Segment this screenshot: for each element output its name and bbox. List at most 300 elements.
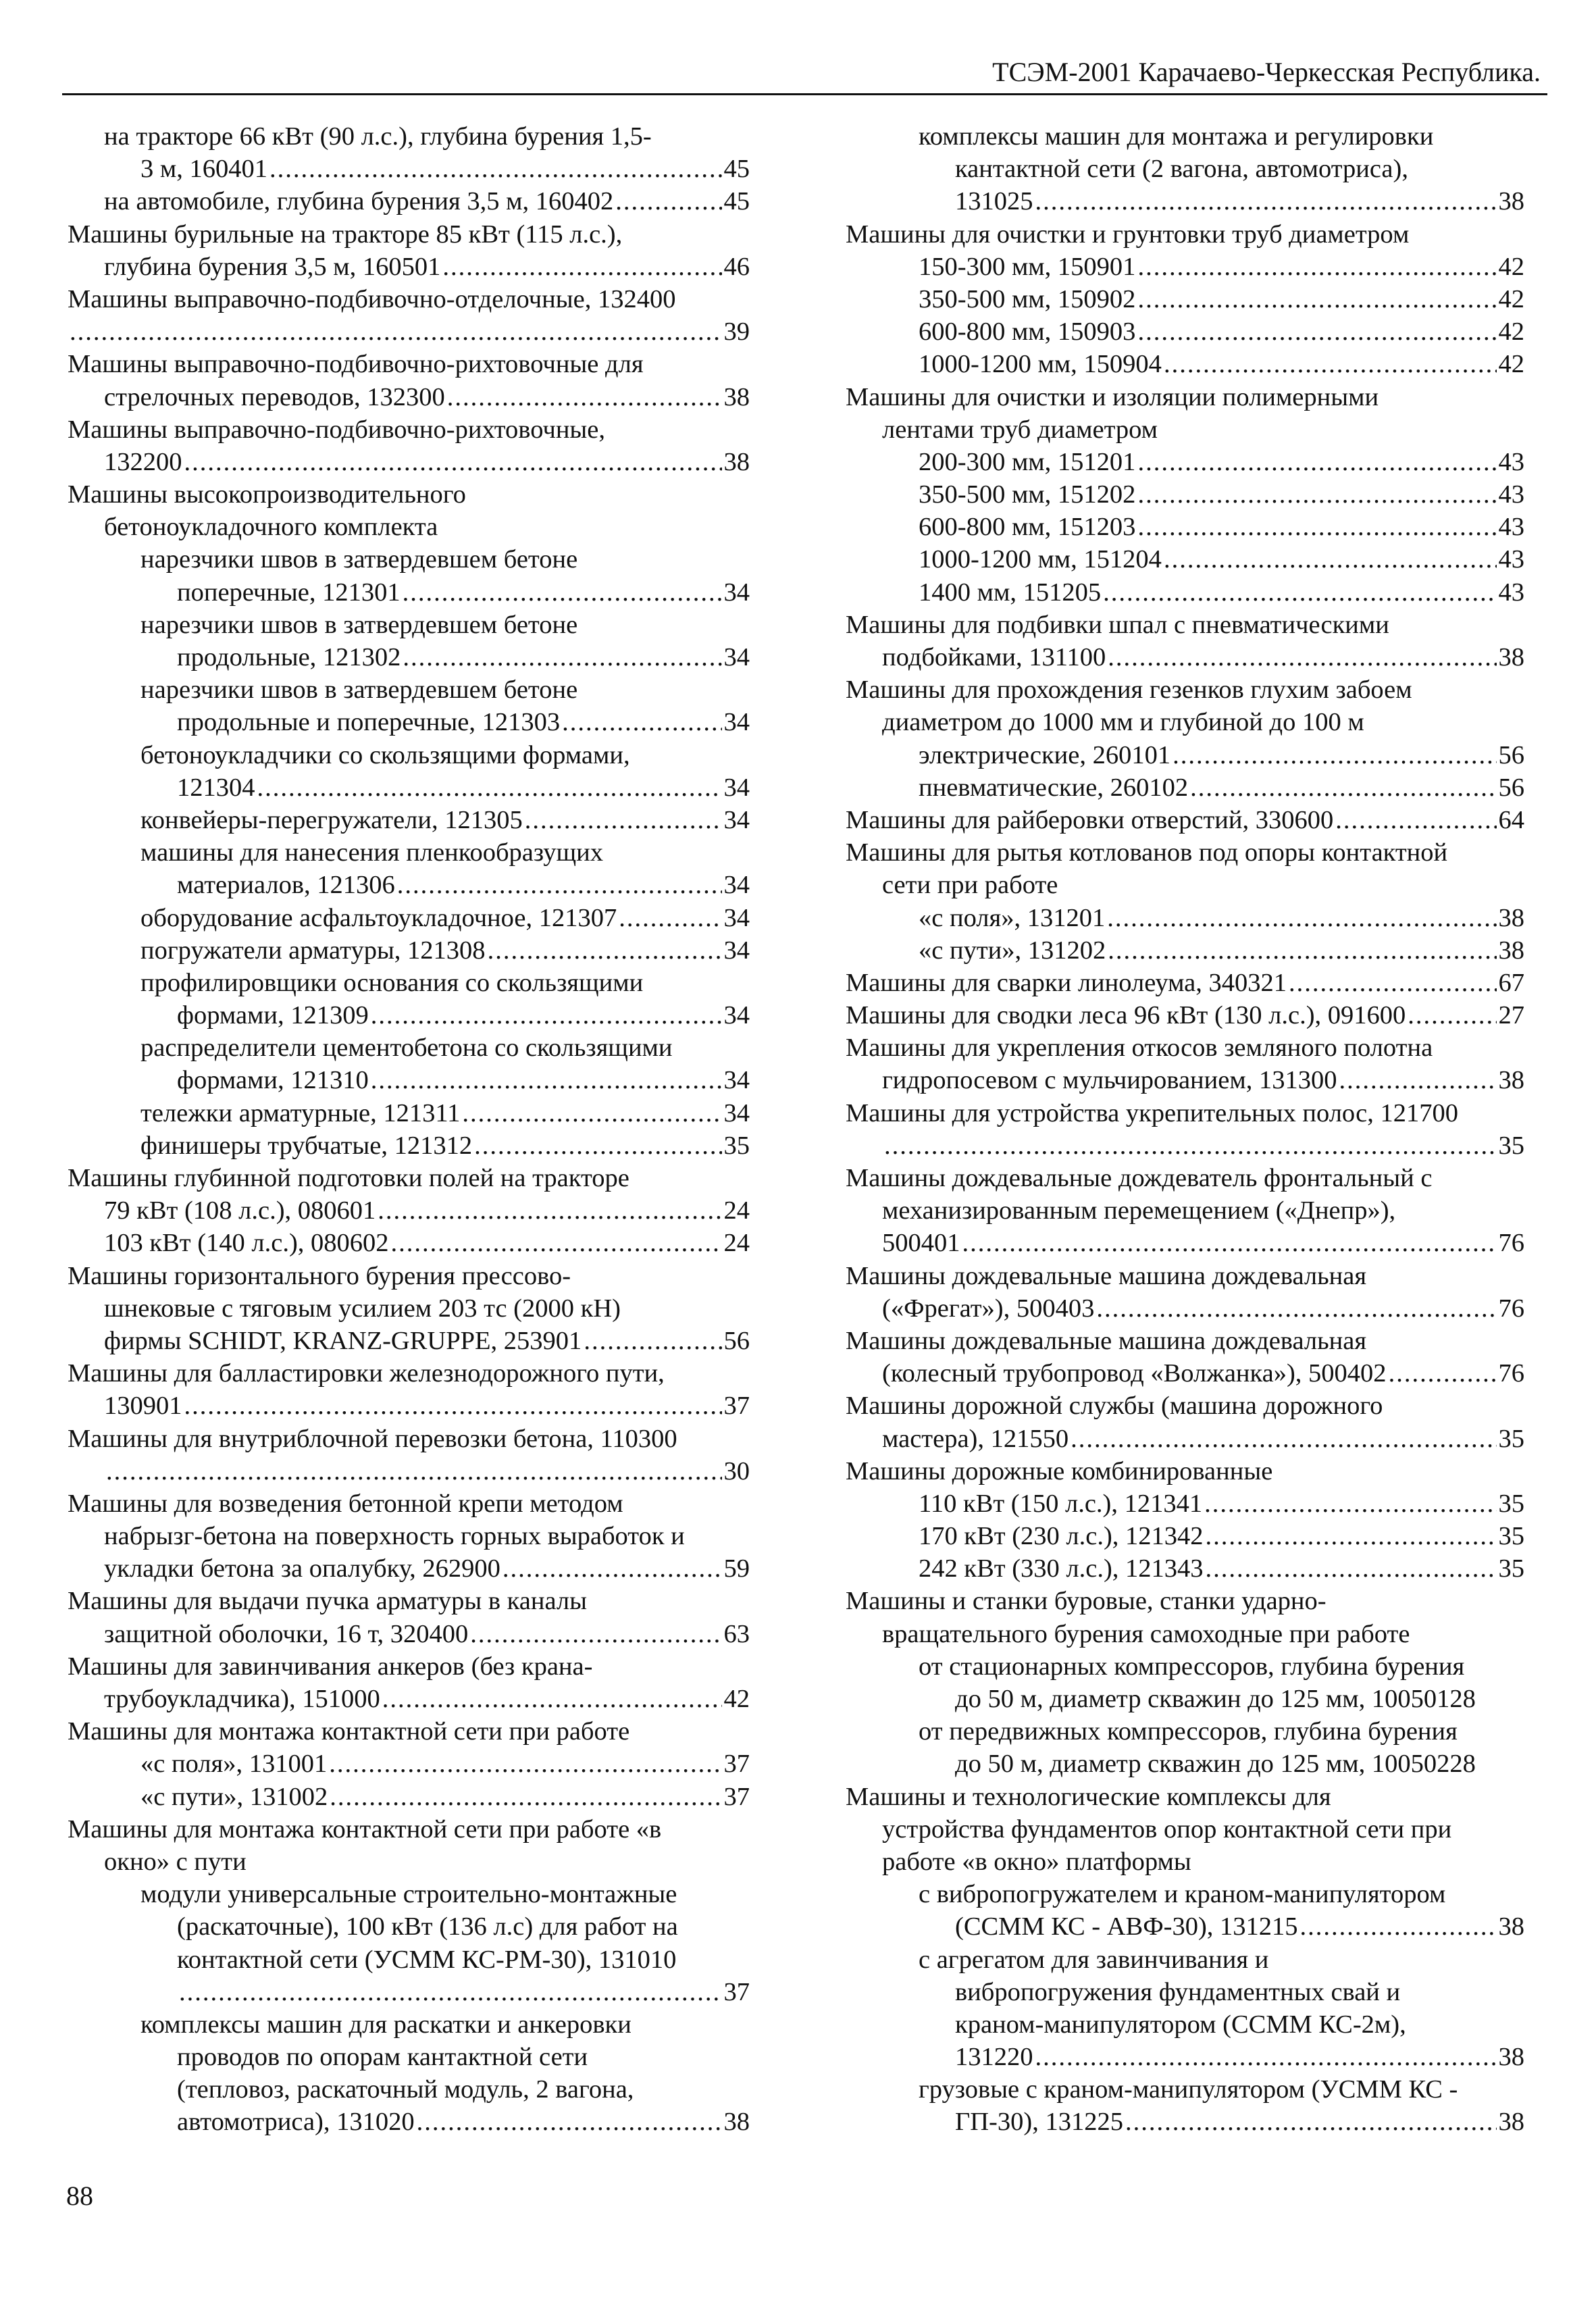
index-entry-line	[846, 1618, 1524, 1650]
entry-text: механизированным перемещением («Днепр»),	[882, 1196, 1396, 1225]
entry-text: нарезчики швов в затвердевшем бетоне	[140, 676, 578, 705]
entry-text: 150-300 мм, 150901	[919, 252, 1136, 281]
index-entry-line	[846, 1260, 1524, 1292]
dot-leader	[1137, 446, 1496, 478]
dot-leader	[1300, 1910, 1497, 1943]
index-entry-line	[68, 381, 750, 413]
entry-page-ref: 34	[723, 1066, 750, 1095]
index-entry-line	[846, 120, 1524, 153]
entry-text: работе «в окно» платформы	[882, 1847, 1191, 1876]
entry-text: финишеры трубчатые, 121312	[140, 1131, 473, 1160]
entry-text: окно» с пути	[104, 1847, 247, 1876]
entry-text: 121304	[177, 773, 255, 802]
entry-page-ref: 34	[723, 708, 750, 737]
entry-page-ref: 34	[723, 903, 750, 932]
entry-page-ref: 38	[1498, 1066, 1524, 1095]
dot-leader	[330, 1781, 721, 1813]
entry-text: формами, 121310	[177, 1066, 369, 1095]
entry-page-ref: 64	[1498, 805, 1524, 834]
entry-page-ref: 43	[1498, 578, 1524, 607]
entry-page-ref: 63	[723, 1619, 750, 1648]
dot-leader	[1137, 478, 1496, 511]
index-entry-line	[68, 1357, 750, 1390]
entry-text: вибропогружения фундаментных свай и	[955, 1977, 1401, 2006]
dot-leader	[525, 804, 722, 836]
index-entry-line	[68, 1552, 750, 1585]
entry-text: 350-500 мм, 151202	[919, 480, 1136, 509]
entry-text: поперечные, 121301	[177, 578, 401, 607]
entry-text: Машины и станки буровые, станки ударно-	[846, 1587, 1327, 1616]
index-entry-line	[68, 2041, 750, 2073]
entry-text: Машины высокопроизводительного	[68, 480, 466, 509]
dot-leader	[417, 2106, 722, 2138]
index-entry-line	[68, 478, 750, 511]
dot-leader	[106, 1455, 722, 1488]
index-entry-line	[68, 934, 750, 967]
entry-page-ref: 34	[723, 871, 750, 900]
entry-text: мастера), 121550	[882, 1424, 1069, 1453]
index-entry-line	[846, 413, 1524, 446]
entry-text: 130901	[104, 1392, 182, 1421]
dot-leader	[1096, 1292, 1496, 1325]
entry-page-ref: 34	[723, 578, 750, 607]
entry-page-ref: 43	[1498, 513, 1524, 542]
index-entry-line	[846, 1748, 1524, 1780]
entry-text: Машины для выдачи пучка арматуры в каналы	[68, 1587, 588, 1616]
index-entry-line	[846, 739, 1524, 771]
index-entry-line	[846, 251, 1524, 283]
entry-text: проводов по опорам кантактной сети	[177, 2043, 588, 2072]
entry-text: подбойками, 131100	[882, 643, 1106, 671]
entry-text: Машины выправочно-подбивочно-рихтовочные,	[68, 415, 606, 444]
page-number: 88	[66, 2181, 93, 2211]
index-entry-line	[68, 609, 750, 641]
entry-text: Машины дождевальные дождеватель фронтальный с	[846, 1164, 1433, 1192]
entry-text: от передвижных компрессоров, глубина бурения	[919, 1717, 1458, 1746]
entry-text: Машины дорожной службы (машина дорожного	[846, 1392, 1383, 1421]
index-entry-line	[846, 1976, 1524, 2008]
index-entry-line	[68, 706, 750, 738]
index-entry-line	[68, 348, 750, 380]
entry-page-ref: 34	[723, 1098, 750, 1127]
entry-text: Машины для прохождения гезенков глухим забоем	[846, 676, 1412, 705]
entry-text: (раскаточные), 100 кВт (136 л.с) для работ на	[177, 1912, 678, 1941]
index-entry-line	[68, 1683, 750, 1715]
entry-text: 132200	[104, 447, 182, 476]
entry-text: 131220	[955, 2043, 1033, 2072]
entry-page-ref: 34	[723, 643, 750, 671]
entry-text: 110 кВт (150 л.с.), 121341	[919, 1489, 1203, 1518]
dot-leader	[179, 1976, 722, 2008]
entry-text: до 50 м, диаметр скважин до 125 мм, 10050228	[955, 1750, 1476, 1779]
dot-leader	[1103, 576, 1496, 609]
index-entry-line	[846, 218, 1524, 251]
dot-leader	[1035, 2041, 1497, 2073]
entry-text: оборудование асфальтоукладочное, 121307	[140, 903, 617, 932]
entry-text: ГП-30), 131225	[955, 2108, 1123, 2137]
entry-text: профилировщики основания со скользящими	[140, 968, 644, 997]
index-entry-line	[846, 1552, 1524, 1585]
entry-text: грузовые с краном-манипулятором (УСММ КС -	[919, 2075, 1458, 2104]
entry-text: Машины глубинной подготовки полей на тракторе	[68, 1164, 629, 1192]
entry-text: диаметром до 1000 мм и глубиной до 100 м	[882, 708, 1364, 737]
index-entry-line	[68, 771, 750, 804]
entry-text: 600-800 мм, 151203	[919, 513, 1136, 542]
dot-leader	[1071, 1423, 1496, 1455]
index-entry-line	[68, 673, 750, 706]
dot-leader	[70, 315, 722, 348]
entry-page-ref: 42	[1498, 284, 1524, 313]
entry-page-ref: 34	[723, 936, 750, 965]
index-entry-line	[68, 1650, 750, 1683]
index-entry-line	[846, 1390, 1524, 1422]
index-entry-line	[846, 967, 1524, 999]
entry-text: Машины для рытья котлованов под опоры контактной	[846, 838, 1448, 867]
index-entry-line	[68, 1260, 750, 1292]
index-entry-line	[846, 2106, 1524, 2138]
entry-text: Машины дорожные комбинированные	[846, 1456, 1273, 1485]
index-entry-line	[68, 1423, 750, 1455]
dot-leader	[397, 869, 722, 901]
entry-page-ref: 24	[723, 1196, 750, 1225]
index-entry-line	[68, 1878, 750, 1910]
entry-text: защитной оболочки, 16 т, 320400	[104, 1619, 469, 1648]
entry-text: «с пути», 131002	[140, 1782, 328, 1811]
dot-leader	[615, 185, 721, 218]
index-entry-line	[68, 1781, 750, 1813]
entry-text: Машины и технологические комплексы для	[846, 1782, 1331, 1811]
index-entry-line	[846, 1520, 1524, 1552]
entry-page-ref: 38	[1498, 2108, 1524, 2137]
entry-page-ref: 38	[1498, 2043, 1524, 2072]
index-entry-line	[846, 381, 1524, 413]
dot-leader	[403, 576, 722, 609]
dot-leader	[562, 706, 721, 738]
entry-text: гидропосевом с мульчированием, 131300	[882, 1066, 1337, 1095]
entry-text: 500401	[882, 1229, 960, 1258]
entry-text: шнековые с тяговым усилием 203 тс (2000 кН)	[104, 1294, 621, 1323]
index-entry-line	[68, 1129, 750, 1162]
entry-text: Машины бурильные на тракторе 85 кВт (115 л.с.),	[68, 220, 623, 249]
entry-text: «с пути», 131202	[919, 936, 1106, 965]
entry-text: Машины выправочно-подбивочно-отделочные, 132400	[68, 284, 676, 313]
dot-leader	[382, 1683, 722, 1715]
entry-text: Машины горизонтального бурения прессово-	[68, 1261, 571, 1290]
dot-leader	[584, 1325, 721, 1357]
index-entry-line	[846, 1813, 1524, 1846]
entry-text: Машины для укрепления откосов земляного полотна	[846, 1034, 1433, 1063]
dot-leader	[1035, 185, 1497, 218]
index-entry-line	[68, 1227, 750, 1259]
entry-text: лентами труб диаметром	[882, 415, 1158, 444]
entry-text: «с поля», 131001	[140, 1750, 328, 1779]
entry-text: бетоноукладчики со скользящими формами,	[140, 740, 630, 769]
index-entry-line	[68, 739, 750, 771]
index-entry-line	[846, 1032, 1524, 1064]
index-entry-line	[68, 218, 750, 251]
index-entry-line	[68, 1943, 750, 1976]
entry-text: нарезчики швов в затвердевшем бетоне	[140, 545, 578, 574]
entry-page-ref: 30	[723, 1456, 750, 1485]
index-entry-line	[68, 836, 750, 869]
entry-text: набрызг-бетона на поверхность горных выработок и	[104, 1522, 685, 1551]
entry-text: укладки бетона за опалубку, 262900	[104, 1554, 500, 1583]
entry-text: модули универсальные строительно-монтажные	[140, 1880, 677, 1909]
entry-text: фирмы SCHIDT, KRANZ-GRUPPE, 253901	[104, 1326, 582, 1355]
entry-text: нарезчики швов в затвердевшем бетоне	[140, 610, 578, 639]
entry-text: 103 кВт (140 л.с.), 080602	[104, 1229, 389, 1258]
index-entry-line	[68, 869, 750, 901]
entry-page-ref: 76	[1498, 1294, 1524, 1323]
entry-text: 170 кВт (230 л.с.), 121342	[919, 1522, 1204, 1551]
entry-text: 600-800 мм, 150903	[919, 317, 1136, 347]
index-entry-line	[68, 120, 750, 153]
index-entry-line	[846, 1781, 1524, 1813]
dot-leader	[1137, 251, 1496, 283]
dot-leader	[1408, 999, 1496, 1032]
index-entry-line	[68, 1488, 750, 1520]
index-entry-line	[68, 967, 750, 999]
index-entry-line	[68, 2073, 750, 2106]
entry-text: устройства фундаментов опор контактной сети при	[882, 1814, 1452, 1844]
entry-page-ref: 34	[723, 773, 750, 802]
entry-page-ref: 56	[1498, 740, 1524, 769]
index-entry-line	[68, 1455, 750, 1488]
index-entry-line	[68, 1976, 750, 2008]
entry-text: пневматические, 260102	[919, 773, 1189, 802]
entry-text: 3 м, 160401	[140, 155, 267, 184]
entry-page-ref: 45	[723, 187, 750, 216]
entry-text: («Фрегат»), 500403	[882, 1294, 1095, 1323]
index-entry-line	[846, 543, 1524, 576]
dot-leader	[470, 1618, 721, 1650]
entry-text: контактной сети (УСММ КС-РМ-30), 131010	[177, 1945, 677, 1974]
index-entry-line	[846, 1292, 1524, 1325]
index-entry-line	[846, 1325, 1524, 1357]
entry-text: на автомобиле, глубина бурения 3,5 м, 160402	[104, 187, 614, 216]
entry-text: до 50 м, диаметр скважин до 125 мм, 10050128	[955, 1685, 1476, 1713]
index-entry-line	[846, 1455, 1524, 1488]
index-entry-line	[68, 1846, 750, 1878]
index-entry-line	[846, 2073, 1524, 2106]
entry-text: распределители цементобетона со скользящими	[140, 1034, 673, 1063]
index-entry-line	[68, 413, 750, 446]
index-entry-line	[68, 1292, 750, 1325]
entry-page-ref: 38	[1498, 936, 1524, 965]
index-entry-line	[846, 153, 1524, 185]
index-entry-line	[846, 1585, 1524, 1617]
entry-text: погружатели арматуры, 121308	[140, 936, 486, 965]
index-entry-line	[846, 1227, 1524, 1259]
index-entry-line	[846, 1846, 1524, 1878]
index-entry-line	[846, 902, 1524, 934]
entry-page-ref: 67	[1498, 968, 1524, 997]
entry-page-ref: 38	[1498, 643, 1524, 671]
entry-page-ref: 42	[1498, 350, 1524, 379]
entry-text: бетоноукладочного комплекта	[104, 513, 438, 542]
dot-leader	[184, 446, 722, 478]
index-entry-line	[846, 934, 1524, 967]
index-entry-line	[68, 2008, 750, 2041]
entry-text: Машины для завинчивания анкеров (без крана-	[68, 1652, 593, 1681]
index-entry-line	[68, 1032, 750, 1064]
index-entry-line	[68, 1390, 750, 1422]
entry-page-ref: 59	[723, 1554, 750, 1583]
dot-leader	[1108, 934, 1496, 967]
entry-page-ref: 46	[723, 252, 750, 281]
dot-leader	[503, 1552, 722, 1585]
dot-leader	[1289, 967, 1496, 999]
entry-page-ref: 43	[1498, 447, 1524, 476]
index-entry-line	[846, 1715, 1524, 1748]
entry-text: 1400 мм, 151205	[919, 578, 1102, 607]
index-entry-line	[846, 1650, 1524, 1683]
dot-leader	[329, 1748, 721, 1780]
entry-page-ref: 38	[723, 447, 750, 476]
index-entry-line	[68, 1618, 750, 1650]
entry-text: на тракторе 66 кВт (90 л.с.), глубина бурения 1,5-	[104, 122, 652, 151]
dot-leader	[1206, 1520, 1497, 1552]
entry-text: Машины для сводки леса 96 кВт (130 л.с.), 091600	[846, 1001, 1406, 1030]
entry-text: кантактной сети (2 вагона, автомотриса),	[955, 155, 1408, 184]
entry-text: 79 кВт (108 л.с.), 080601	[104, 1196, 376, 1225]
dot-leader	[391, 1227, 722, 1259]
entry-page-ref: 38	[723, 2108, 750, 2137]
running-header-title: ТСЭМ-2001 Карачаево-Черкесская Республика.	[992, 57, 1541, 87]
dot-leader	[1173, 739, 1496, 771]
dot-leader	[1204, 1488, 1496, 1520]
entry-text: стрелочных переводов, 132300	[104, 382, 445, 411]
index-entry-line	[68, 2106, 750, 2138]
entry-page-ref: 35	[1498, 1131, 1524, 1160]
entry-page-ref: 76	[1498, 1229, 1524, 1258]
index-entry-line	[846, 2041, 1524, 2073]
index-entry-line	[846, 1423, 1524, 1455]
entry-text: комплексы машин для раскатки и анкеровки	[140, 2010, 632, 2039]
index-entry-line	[846, 1097, 1524, 1129]
entry-page-ref: 42	[1498, 252, 1524, 281]
entry-text: Машины дождевальные машина дождевальная	[846, 1326, 1367, 1355]
index-entry-line	[846, 673, 1524, 706]
index-entry-line	[68, 804, 750, 836]
entry-text: Машины для балластировки железнодорожного пути,	[68, 1359, 665, 1388]
index-entry-line	[68, 1910, 750, 1943]
index-entry-line	[846, 576, 1524, 609]
entry-page-ref: 35	[723, 1131, 750, 1160]
dot-leader	[1190, 771, 1496, 804]
index-entry-line	[846, 1064, 1524, 1096]
index-entry-line	[846, 315, 1524, 348]
index-entry-line	[846, 1129, 1524, 1162]
index-entry-line	[68, 283, 750, 315]
entry-text: «с поля», 131201	[919, 903, 1106, 932]
index-column-right	[846, 120, 1524, 2139]
dot-leader	[1339, 1064, 1496, 1096]
index-entry-line	[846, 869, 1524, 901]
dot-leader	[884, 1129, 1497, 1162]
entry-text: конвейеры-перегружатели, 121305	[140, 805, 523, 834]
entry-page-ref: 56	[1498, 773, 1524, 802]
index-entry-line	[846, 706, 1524, 738]
dot-leader	[442, 251, 721, 283]
index-entry-line	[68, 1715, 750, 1748]
entry-text: Машины для очистки и изоляции полимерными	[846, 382, 1379, 411]
entry-text: 242 кВт (330 л.с.), 121343	[919, 1554, 1204, 1583]
index-entry-line	[68, 185, 750, 218]
entry-page-ref: 43	[1498, 480, 1524, 509]
dot-leader	[371, 1064, 722, 1096]
index-entry-line	[68, 1748, 750, 1780]
index-entry-line	[68, 1813, 750, 1846]
entry-page-ref: 38	[1498, 1912, 1524, 1941]
entry-text: Машины для устройства укрепительных полос, 121700	[846, 1098, 1458, 1127]
index-entry-line	[68, 999, 750, 1032]
entry-text: Машины для возведения бетонной крепи методом	[68, 1489, 623, 1518]
entry-text: сети при работе	[882, 871, 1058, 900]
dot-leader	[1137, 511, 1496, 543]
dot-leader	[257, 771, 722, 804]
dot-leader	[1107, 902, 1496, 934]
entry-text: электрические, 260101	[919, 740, 1171, 769]
entry-page-ref: 42	[723, 1685, 750, 1713]
index-entry-line	[68, 446, 750, 478]
index-entry-line	[846, 185, 1524, 218]
index-entry-line	[846, 348, 1524, 380]
dot-leader	[474, 1129, 721, 1162]
entry-text: материалов, 121306	[177, 871, 395, 900]
entry-text: 1000-1200 мм, 150904	[919, 350, 1162, 379]
index-entry-line	[846, 999, 1524, 1032]
dot-leader	[1164, 348, 1497, 380]
index-entry-line	[68, 251, 750, 283]
entry-text: от стационарных компрессоров, глубина бурения	[919, 1652, 1465, 1681]
entry-text: трубоукладчика), 151000	[104, 1685, 380, 1713]
entry-text: Машины для райберовки отверстий, 330600	[846, 805, 1334, 834]
entry-page-ref: 38	[1498, 903, 1524, 932]
dot-leader	[1335, 804, 1496, 836]
entry-text: Машины дождевальные машина дождевальная	[846, 1261, 1367, 1290]
entry-page-ref: 39	[723, 317, 750, 347]
entry-text: 131025	[955, 187, 1033, 216]
entry-text: вращательного бурения самоходные при работе	[882, 1619, 1410, 1648]
entry-page-ref: 37	[723, 1782, 750, 1811]
index-entry-line	[68, 543, 750, 576]
index-entry-line	[846, 511, 1524, 543]
dot-leader	[1137, 315, 1496, 348]
entry-text: Машины выправочно-подбивочно-рихтовочные для	[68, 350, 644, 379]
entry-page-ref: 34	[723, 805, 750, 834]
index-entry-line	[846, 804, 1524, 836]
index-entry-line	[846, 1910, 1524, 1943]
index-entry-line	[846, 1683, 1524, 1715]
dot-leader	[184, 1390, 722, 1422]
dot-leader	[371, 999, 722, 1032]
entry-page-ref: 34	[723, 1001, 750, 1030]
dot-leader	[1389, 1357, 1497, 1390]
entry-page-ref: 38	[1498, 187, 1524, 216]
index-entry-line	[68, 641, 750, 673]
entry-text: с вибропогружателем и краном-манипулятором	[919, 1880, 1446, 1909]
header-rule	[62, 93, 1547, 95]
dot-leader	[1125, 2106, 1497, 2138]
entry-text: 200-300 мм, 151201	[919, 447, 1136, 476]
entry-text: формами, 121309	[177, 1001, 369, 1030]
index-entry-line	[68, 1097, 750, 1129]
index-entry-line	[68, 153, 750, 185]
entry-text: (колесный трубопровод «Волжанка»), 500402	[882, 1359, 1387, 1388]
entry-text: Машины для подбивки шпал с пневматическими	[846, 610, 1389, 639]
index-entry-line	[68, 1194, 750, 1227]
